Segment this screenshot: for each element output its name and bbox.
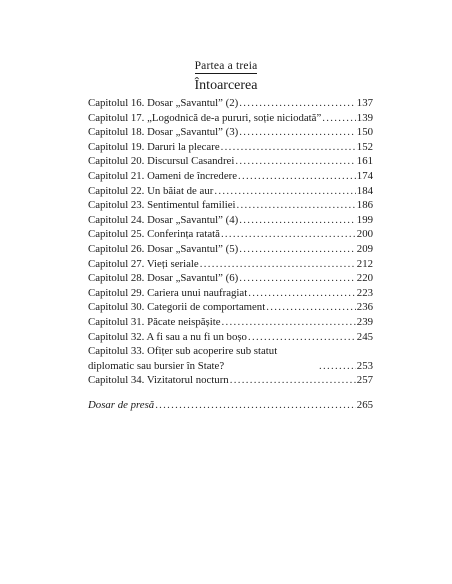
- entry-page: 150: [356, 126, 373, 139]
- dot-leader: [239, 213, 356, 228]
- entry-page: 212: [356, 257, 373, 270]
- entry-label: Capitolul 28. Dosar „Savantul” (6): [88, 272, 239, 285]
- entry-label: Capitolul 25. Conferința ratată: [88, 228, 220, 241]
- toc-entry: [88, 140, 373, 155]
- entry-page: 184: [356, 184, 373, 197]
- entry-label: Capitolul 31. Păcate neispășite: [88, 315, 221, 328]
- entry-page: 220: [356, 272, 373, 285]
- dot-leader: [230, 373, 356, 388]
- entry-page: 245: [356, 330, 373, 343]
- dot-leader: [155, 398, 356, 413]
- entry-label: Capitolul 24. Dosar „Savantul” (4): [88, 213, 239, 226]
- appendix-page: 265: [356, 398, 373, 411]
- entry-label: Capitolul 20. Discursul Casandrei: [88, 155, 235, 168]
- entry-label: Capitolul 29. Cariera unui naufragiat: [88, 286, 248, 299]
- toc-entry: [88, 315, 373, 330]
- entry-page: 139: [356, 111, 373, 124]
- appendix-label: Dosar de presă: [88, 398, 155, 411]
- toc-entry: [88, 213, 373, 228]
- entry-page: 209: [356, 242, 373, 255]
- entry-label: Capitolul 26. Dosar „Savantul” (5): [88, 242, 239, 255]
- toc-entry: [88, 154, 373, 169]
- toc-entry: [88, 96, 373, 111]
- entry-page: 223: [356, 286, 373, 299]
- dot-leader: [237, 198, 356, 213]
- entry-label: Capitolul 17. „Logodnică de-a pururi, soție niciodată”: [88, 111, 322, 124]
- part-label: Partea a treia: [194, 60, 258, 72]
- entry-page: 186: [356, 199, 373, 212]
- dot-leader: [221, 140, 356, 155]
- entry-label: Capitolul 27. Vieți seriale: [88, 257, 199, 270]
- entry-page: 253: [356, 359, 373, 372]
- dot-leader: [222, 315, 356, 330]
- dot-leader: [248, 286, 356, 301]
- toc-entry: [88, 330, 373, 345]
- entry-label: Capitolul 32. A fi sau a nu fi un boșo: [88, 330, 247, 343]
- entry-page: 137: [356, 97, 373, 109]
- dot-leader: [319, 359, 356, 374]
- toc-entry: [88, 227, 373, 242]
- entry-label: Capitolul 21. Oameni de încredere: [88, 169, 238, 182]
- entry-page: 161: [356, 155, 373, 168]
- entry-label: Capitolul 33. Ofițer sub acoperire sub statut diplomatic sau bursier în State?: [88, 345, 278, 372]
- dot-leader: [200, 257, 356, 272]
- entry-label: Capitolul 16. Dosar „Savantul” (2): [88, 97, 239, 109]
- entry-page: 239: [356, 315, 373, 328]
- toc-entry: [88, 169, 373, 184]
- dot-leader: [266, 300, 356, 315]
- toc-entry: [88, 344, 373, 373]
- entry-label: Capitolul 30. Categorii de comportament: [88, 301, 266, 314]
- dot-leader: [248, 330, 356, 345]
- toc-entry: [88, 300, 373, 315]
- entry-page: 257: [356, 374, 373, 387]
- entry-page: 200: [356, 228, 373, 241]
- entry-label: Capitolul 18. Dosar „Savantul” (3): [88, 126, 239, 139]
- dot-leader: [235, 154, 355, 169]
- entry-page: 152: [356, 140, 373, 153]
- entry-page: 174: [356, 169, 373, 182]
- part-heading: [0, 60, 452, 72]
- toc-entry: [88, 271, 373, 286]
- dot-leader: [238, 169, 356, 184]
- dot-leader: [239, 242, 356, 257]
- dot-leader: [221, 227, 356, 242]
- dot-leader: [239, 271, 356, 286]
- dot-leader: [239, 125, 356, 140]
- toc-entry: [88, 125, 373, 140]
- entry-label: Capitolul 23. Sentimentul familiei: [88, 199, 236, 212]
- entry-label: Capitolul 19. Daruri la plecare: [88, 140, 220, 153]
- section-title: Întoarcerea: [194, 78, 258, 93]
- entry-page: 236: [356, 301, 373, 314]
- table-of-contents: [88, 96, 373, 412]
- dot-leader: [214, 184, 355, 199]
- entry-page: 199: [356, 213, 373, 226]
- toc-entry: [88, 198, 373, 213]
- toc-entry: [88, 373, 373, 388]
- toc-entry: [88, 184, 373, 199]
- entry-label: Capitolul 34. Vizitatorul nocturn: [88, 374, 229, 387]
- toc-entry: [88, 111, 373, 126]
- toc-entry: [88, 286, 373, 301]
- entry-label: Capitolul 22. Un băiat de aur: [88, 184, 214, 197]
- dot-leader: [322, 111, 356, 126]
- toc-entry: [88, 242, 373, 257]
- dot-leader: [239, 96, 356, 111]
- spacer: [88, 388, 373, 398]
- toc-appendix-entry: [88, 398, 373, 413]
- toc-entry: [88, 257, 373, 272]
